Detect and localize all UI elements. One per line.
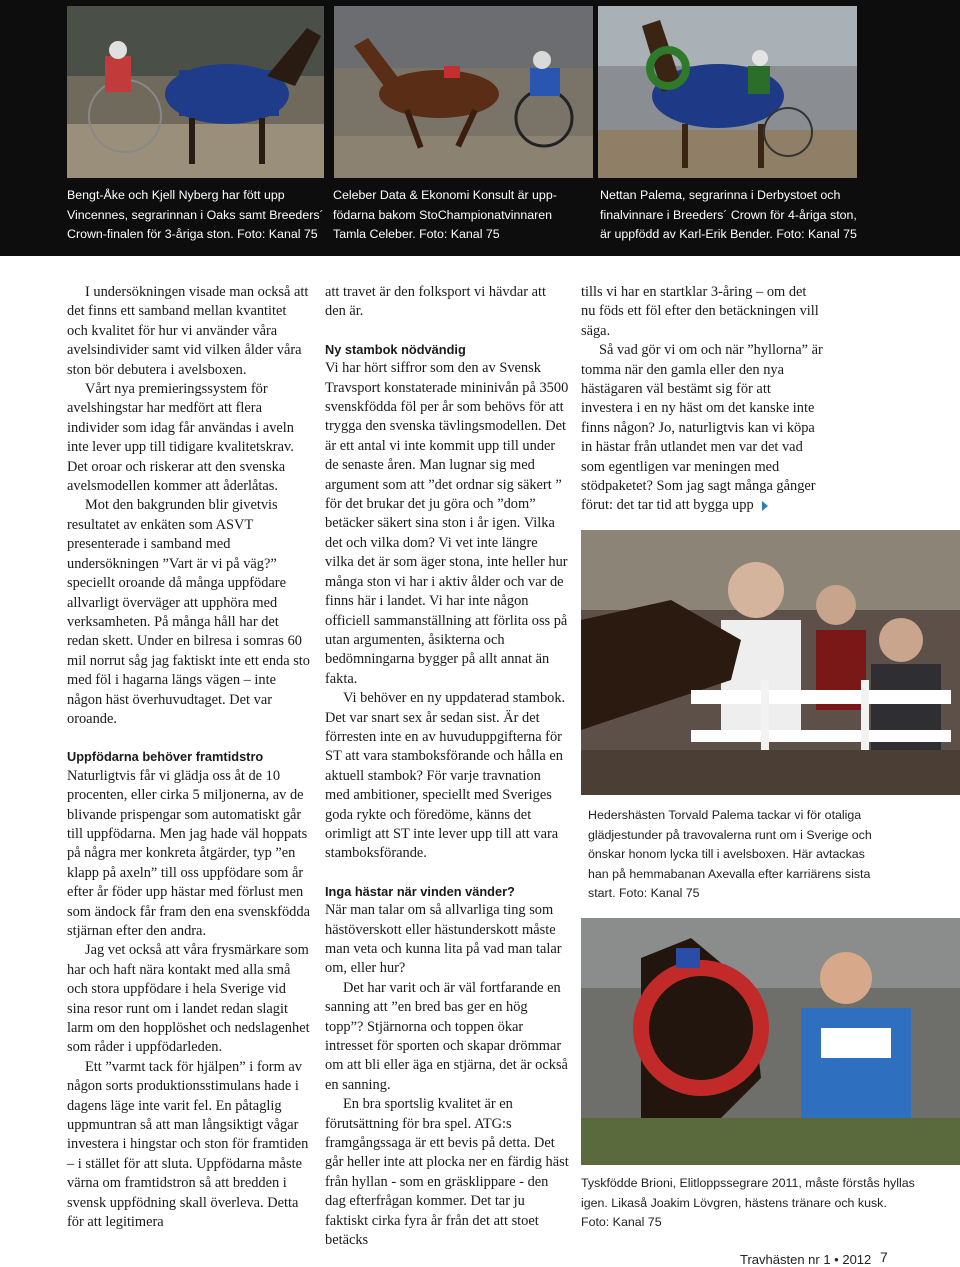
caption-line: födarna bakom StoChampionatvinnaren [333, 207, 553, 222]
paragraph: När man talar om så allvarliga ting som hästöverskott eller hästunderskott måste man veta och kunna lita på vad man talar om, eller hur? [325, 902, 562, 977]
caption-line: han på hemmabanan Axevalla efter karriärens sista [588, 866, 871, 881]
continue-arrow-icon [762, 501, 768, 511]
magazine-footer: Travhästen nr 1 • 2012 [740, 1252, 872, 1267]
paragraph: Jag vet också att våra frysmärkare som har och haft nära kontakt med alla små och stora uppfödare i hela Sverige vid sina resor runt om i landet redan slagit larm om den hopplöshet och nedslagenhet som råder i uppfödarleden. [67, 942, 310, 1056]
caption-photo-1 [67, 186, 332, 245]
paragraph-text: Så vad gör vi om och när ”hyllorna” är tomma när den gamla eller den nya hästägaren väl bestämt sig för att investera i en ny häst om det kanske inte finns någon? Jo, naturligtvis kan vi köpa in hästar från utlandet men var det vad som egentligen var meningen med stödpaketet? Som jag sagt många gånger förut: det tar tid att bygga upp [581, 342, 823, 514]
paragraph: I undersökningen visade man också att det finns ett samband mellan kvantitet och kvalitet för hur vi använder våra avelsindivider samt vid vilken ålder våra ston bör debutera i avelsboxen. [67, 284, 309, 378]
paragraph: En bra sportslig kvalitet är en förutsättning för bra spel. ATG:s framgångssaga är ett bevis på detta. Det går heller inte att plocka ner en färdig häst från hyllan - som en gräsklippare - den dag efterfrågan kommer. Det tar ju faktiskt cirka fyra år från det att stoet betäcks [325, 1096, 569, 1249]
photo-winner-blanket-horse [67, 6, 324, 178]
caption-line: är uppfödd av Karl-Erik Bender. Foto: Kanal 75 [600, 227, 857, 241]
paragraph: Mot den bakgrunden blir givetvis resultatet av enkäten som ASVT presenterade i samband med undersökningen ”Vart är vi på väg?” speciellt oroande då många uppfödare allvarligt överväger att upphöra med verksamheten. På många håll har det redan skett. Under en bilresa i somras 60 mil norrut såg jag faktiskt inte ett enda sto med föl i hagarna längs vägen – inte någon häst överhuvudtaget. Det var oroande. [67, 497, 310, 727]
paragraph: Vi har hört siffror som den av Svensk Travsport konstaterade mininivån på 3500 svenskfödda föl per år som behövs för att trygga den svenska tävlingsmodellen. Det är ett antal vi inte kommit upp till under de senaste åren. Man lugnar sig med argument som att ”det ordnar sig säkert ” för det brukar det ju göra och ”dom” betäcker säkert sina ston i år igen. Vilka det och vilka dom? Vi vet inte längre vilka det är som äger stona, inte heller hur många ston vi har i aktiv ålder och var de finns här i landet. Vi har inte någon officiell sammanställning att förlita oss på utan argumenten, åsikterna och bedömningarna bygger på allt annat än fakta. [325, 360, 569, 687]
caption-line: Foto: Kanal 75 [581, 1215, 662, 1229]
subheading: Inga hästar när vinden vänder? [325, 883, 515, 899]
caption-photo-2 [333, 186, 593, 245]
photo-trotting-horse [334, 6, 593, 178]
photo-brioni [581, 918, 960, 1165]
page-number: 7 [880, 1249, 888, 1265]
caption-line: Nettan Palema, segrarinna i Derbystoet och [600, 188, 841, 202]
caption-line: finalvinnare i Breeders´ Crown för 4-åriga ston, [600, 207, 857, 222]
paragraph: att travet är den folksport vi hävdar att den är. [325, 284, 546, 320]
caption-line: Bengt-Åke och Kjell Nyberg har fött upp [67, 188, 285, 202]
caption-line: Hedershästen Torvald Palema tackar vi för otaliga [588, 808, 862, 822]
article-column-3 [581, 283, 823, 516]
paragraph: Vårt nya premieringssystem för avelshingstar har medfört att flera individer som idag får användas i aveln inte lever upp till tidigare kvalitetskrav. Det oroar och riskerar att den svenska avelsmodellen kommer att åderlåtas. [67, 381, 294, 495]
article-column-2 [325, 283, 569, 1251]
subheading: Ny stambok nödvändig [325, 341, 466, 357]
caption-line: önskar honom lycka till i avelsboxen. Här avtackas [588, 847, 865, 861]
caption-line: Crown-finalen för 3-åriga ston. Foto: Kanal 75 [67, 227, 318, 241]
caption-photo-4 [588, 806, 888, 904]
paragraph: tills vi har en startklar 3-åring – om det nu föds ett föl efter den betäckningen vill säga. [581, 284, 819, 339]
caption-line: start. Foto: Kanal 75 [588, 886, 700, 900]
caption-line: Celeber Data & Ekonomi Konsult är upp- [333, 188, 557, 202]
photo-wreath-horse [598, 6, 857, 178]
caption-line: Vincennes, segrarinnan i Oaks samt Breeders´ [67, 207, 324, 222]
caption-line: Tyskfödde Brioni, Elitloppssegrare 2011, måste förstås hyllas [581, 1176, 915, 1190]
photo-torvald-palema [581, 530, 960, 795]
subheading: Uppfödarna behöver framtidstro [67, 749, 264, 765]
article-column-1 [67, 283, 310, 1233]
caption-photo-3 [600, 186, 900, 245]
paragraph: Vi behöver en ny uppdaterad stambok. Det var snart sex år sedan sist. Är det förresten inte en av huvuduppgifterna för ST att vara stamboksförande och hålla en aktuell stambok? För varje travnation med ambitioner, speciellt med Sveriges goda rykte och föredöme, känns det orimligt att ST inte lever upp till att vara stamboksförande. [325, 690, 566, 862]
caption-photo-5 [581, 1174, 960, 1233]
caption-line: igen. Likaså Joakim Lövgren, hästens tränare och kusk. [581, 1195, 887, 1210]
paragraph: Det har varit och är väl fortfarande en sanning att ”en bred bas ger en hög topp”? Stjärnorna och toppen ökar intresset för sporten och skapar drömmar om att bli eller äga en stjärna, det är också en sanning. [325, 979, 568, 1093]
paragraph: Ett ”varmt tack för hjälpen” i form av någon sorts produktionsstimulans hade i dagens läge inte varit fel. En påtaglig uppmuntran så att man långsiktigt vågar investera i hingstar och ston för framtiden – i stället för att sluta. Uppfödarna måste värna om framtidstron så att bredden i svensk uppfödning skall överleva. Detta för att legitimera [67, 1058, 309, 1231]
paragraph: Naturligtvis får vi glädja oss åt de 10 procenten, eller cirka 5 miljonerna, av de blivande prispengar som automatiskt går till uppfödarna. Men jag hade väl hoppats på några mer konkreta åtgärder, typ ”en klapp på axeln” till oss uppfödare som år efter år föder upp hästar med förlust men som ändock får fram den ena svenskfödda stjärnan efter den andra. [67, 767, 310, 939]
caption-line: glädjestunder på travovalerna runt om i Sverige och [588, 827, 872, 842]
caption-line: Tamla Celeber. Foto: Kanal 75 [333, 227, 500, 241]
paragraph [581, 341, 823, 516]
